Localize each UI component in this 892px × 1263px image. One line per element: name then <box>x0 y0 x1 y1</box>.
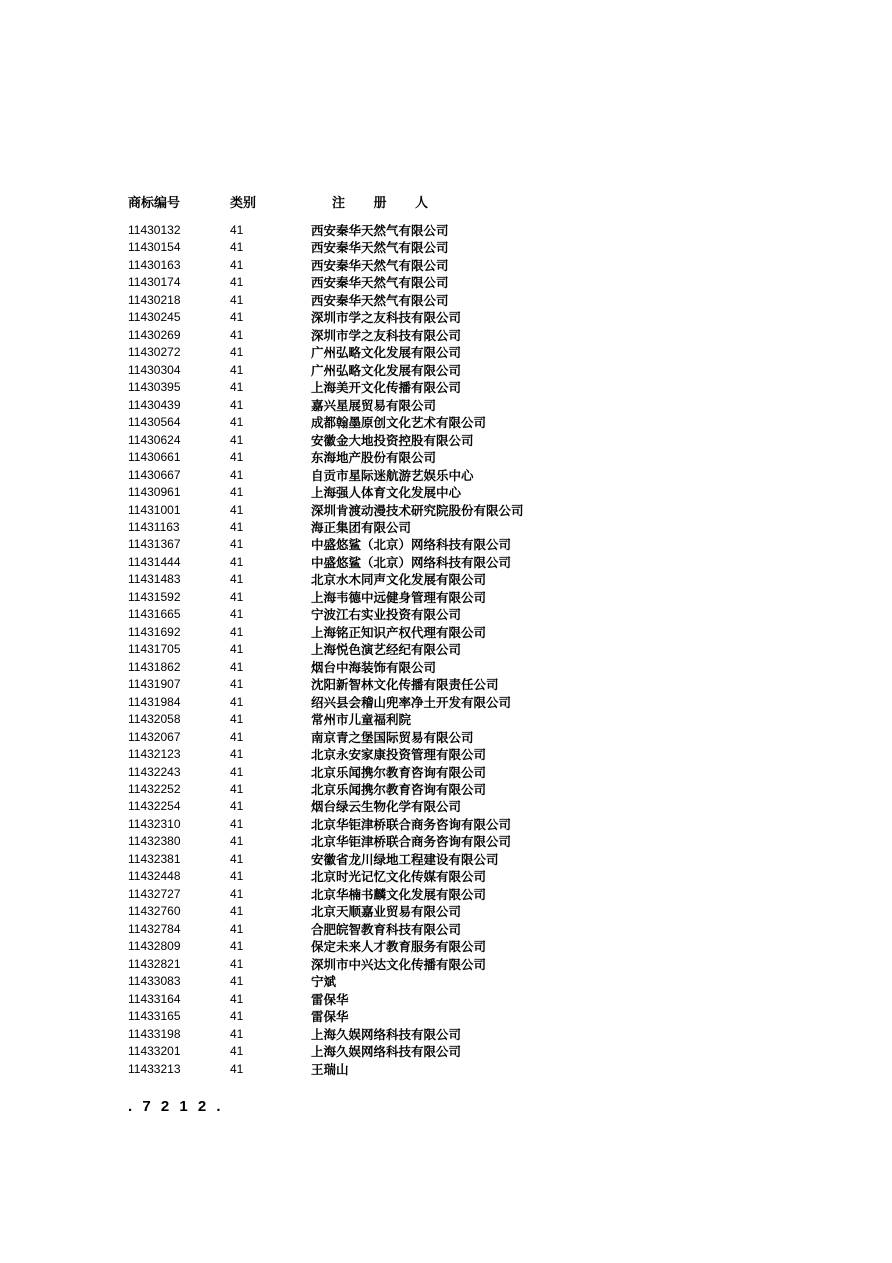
category-cell: 41 <box>230 485 244 500</box>
registrant-cell: 西安秦华天然气有限公司 <box>311 257 449 273</box>
trademark-number-cell: 11431001 <box>128 502 181 517</box>
registrant-cell: 宁斌 <box>311 974 337 990</box>
registrant-cell: 南京青之堡国际贸易有限公司 <box>311 729 474 745</box>
table-row <box>128 327 848 344</box>
table-row <box>128 606 848 623</box>
trademark-number-cell: 11431592 <box>128 589 181 604</box>
table-row <box>128 536 848 553</box>
category-cell: 41 <box>230 939 244 954</box>
trademark-number-cell: 11433198 <box>128 1026 181 1041</box>
registrant-cell: 深圳肯渡动漫技术研究院股份有限公司 <box>311 502 524 518</box>
trademark-number-cell: 11431665 <box>128 607 181 622</box>
registrant-cell: 安徽省龙川绿地工程建设有限公司 <box>311 851 499 867</box>
registrant-cell: 北京水木同声文化发展有限公司 <box>311 572 487 588</box>
category-cell: 41 <box>230 1044 244 1059</box>
table-row <box>128 746 848 763</box>
trademark-number-cell: 11430269 <box>128 327 181 342</box>
trademark-number-cell: 11430304 <box>128 362 181 377</box>
category-cell: 41 <box>230 240 244 255</box>
category-cell: 41 <box>230 537 244 552</box>
category-cell: 41 <box>230 380 244 395</box>
registrant-cell: 王瑞山 <box>311 1061 349 1077</box>
table-row <box>128 676 848 693</box>
table-row <box>128 833 848 850</box>
category-cell: 41 <box>230 1009 244 1024</box>
registrant-cell: 中盛悠鲨（北京）网络科技有限公司 <box>311 537 512 553</box>
registrant-cell: 安徽金大地投资控股有限公司 <box>311 432 474 448</box>
trademark-number-cell: 11430245 <box>128 310 181 325</box>
category-cell: 41 <box>230 729 244 744</box>
table-row <box>128 886 848 903</box>
registrant-cell: 北京天顺嘉业贸易有限公司 <box>311 904 462 920</box>
trademark-number-cell: 11430564 <box>128 415 181 430</box>
trademark-number-cell: 11432058 <box>128 712 181 727</box>
trademark-number-cell: 11431907 <box>128 677 181 692</box>
table-row <box>128 991 848 1008</box>
table-row <box>128 956 848 973</box>
trademark-number-cell: 11432821 <box>128 956 181 971</box>
registrant-cell: 中盛悠鲨（北京）网络科技有限公司 <box>311 554 512 570</box>
category-cell: 41 <box>230 834 244 849</box>
page-marker: . 7 2 1 2 . <box>128 1098 224 1115</box>
table-row <box>128 764 848 781</box>
registrant-cell: 广州弘略文化发展有限公司 <box>311 345 462 361</box>
registrant-cell: 北京华楠书麟文化发展有限公司 <box>311 886 487 902</box>
registrant-cell: 上海久娱网络科技有限公司 <box>311 1044 462 1060</box>
registrant-cell: 上海韦德中远健身管理有限公司 <box>311 589 487 605</box>
registrant-cell: 成都翰墨原创文化艺术有限公司 <box>311 415 487 431</box>
category-cell: 41 <box>230 851 244 866</box>
trademark-number-cell: 11432310 <box>128 816 181 831</box>
category-cell: 41 <box>230 816 244 831</box>
trademark-number-cell: 11433083 <box>128 974 181 989</box>
table-row <box>128 851 848 868</box>
table-row <box>128 816 848 833</box>
table-row <box>128 1008 848 1025</box>
table-row <box>128 781 848 798</box>
trademark-number-cell: 11430395 <box>128 380 181 395</box>
table-row <box>128 1061 848 1078</box>
trademark-number-cell: 11430667 <box>128 467 181 482</box>
registrant-cell: 雷保华 <box>311 991 349 1007</box>
category-cell: 41 <box>230 467 244 482</box>
category-cell: 41 <box>230 799 244 814</box>
table-row <box>128 903 848 920</box>
category-cell: 41 <box>230 624 244 639</box>
trademark-number-cell: 11430272 <box>128 345 181 360</box>
trademark-number-cell: 11431367 <box>128 537 181 552</box>
category-cell: 41 <box>230 904 244 919</box>
table-row <box>128 973 848 990</box>
category-cell: 41 <box>230 450 244 465</box>
trademark-number-cell: 11432809 <box>128 939 181 954</box>
category-cell: 41 <box>230 659 244 674</box>
registrant-cell: 上海强人体育文化发展中心 <box>311 485 462 501</box>
trademark-number-cell: 11433213 <box>128 1061 181 1076</box>
table-row <box>128 589 848 606</box>
table-row <box>128 729 848 746</box>
trademark-number-cell: 11432727 <box>128 886 181 901</box>
header-registrant: 注 册 人 <box>332 196 441 211</box>
trademark-number-cell: 11431444 <box>128 554 181 569</box>
trademark-number-cell: 11433164 <box>128 991 181 1006</box>
trademark-number-cell: 11430961 <box>128 485 181 500</box>
registrant-cell: 上海铭正知识产权代理有限公司 <box>311 624 487 640</box>
table-row <box>128 397 848 414</box>
header-category: 类别 <box>230 196 257 211</box>
registrant-cell: 深圳市中兴达文化传播有限公司 <box>311 956 487 972</box>
registrant-cell: 西安秦华天然气有限公司 <box>311 240 449 256</box>
table-row <box>128 624 848 641</box>
category-cell: 41 <box>230 275 244 290</box>
table-row <box>128 257 848 274</box>
trademark-number-cell: 11431862 <box>128 659 181 674</box>
category-cell: 41 <box>230 345 244 360</box>
trademark-number-cell: 11432448 <box>128 869 181 884</box>
trademark-number-cell: 11430661 <box>128 450 181 465</box>
table-row <box>128 449 848 466</box>
registrant-cell: 沈阳新智林文化传播有限责任公司 <box>311 677 499 693</box>
registrant-cell: 烟台中海装饰有限公司 <box>311 659 437 675</box>
category-cell: 41 <box>230 519 244 534</box>
table-row <box>128 868 848 885</box>
category-cell: 41 <box>230 764 244 779</box>
trademark-number-cell: 11431163 <box>128 519 180 534</box>
table-row <box>128 239 848 256</box>
trademark-number-cell: 11432760 <box>128 904 181 919</box>
category-cell: 41 <box>230 956 244 971</box>
registrant-cell: 上海美开文化传播有限公司 <box>311 380 462 396</box>
trademark-number-cell: 11431705 <box>128 642 181 657</box>
category-cell: 41 <box>230 502 244 517</box>
registrant-cell: 海正集团有限公司 <box>311 519 412 535</box>
category-cell: 41 <box>230 327 244 342</box>
category-cell: 41 <box>230 223 244 237</box>
registrant-cell: 北京乐闻携尔教育咨询有限公司 <box>311 782 487 797</box>
table-row <box>128 798 848 815</box>
registrant-cell: 雷保华 <box>311 1009 349 1025</box>
registrant-cell: 深圳市学之友科技有限公司 <box>311 327 462 343</box>
table-row <box>128 641 848 658</box>
registrant-cell: 西安秦华天然气有限公司 <box>311 292 449 308</box>
registrant-cell: 北京永安家康投资管理有限公司 <box>311 747 487 763</box>
table-row <box>128 484 848 501</box>
registrant-cell: 常州市儿童福利院 <box>311 712 412 728</box>
table-row <box>128 921 848 938</box>
category-cell: 41 <box>230 432 244 447</box>
trademark-number-cell: 11431692 <box>128 624 181 639</box>
table-row <box>128 309 848 326</box>
trademark-number-cell: 11430218 <box>128 292 181 307</box>
trademark-number-cell: 11430624 <box>128 432 181 447</box>
registrant-cell: 北京华钜津桥联合商务咨询有限公司 <box>311 834 512 850</box>
trademark-table <box>128 222 848 1078</box>
category-cell: 41 <box>230 694 244 709</box>
trademark-number-cell: 11432067 <box>128 729 181 744</box>
table-row <box>128 519 848 536</box>
category-cell: 41 <box>230 677 244 692</box>
category-cell: 41 <box>230 397 244 412</box>
table-row <box>128 659 848 676</box>
registrant-cell: 宁波江右实业投资有限公司 <box>311 607 462 623</box>
table-row <box>128 222 848 239</box>
category-cell: 41 <box>230 310 244 325</box>
trademark-number-cell: 11432381 <box>128 851 181 866</box>
trademark-number-cell: 11432254 <box>128 799 181 814</box>
registrant-cell: 上海悦色演艺经纪有限公司 <box>311 642 462 658</box>
table-row <box>128 362 848 379</box>
table-row <box>128 414 848 431</box>
category-cell: 41 <box>230 292 244 307</box>
trademark-number-cell: 11433165 <box>128 1009 181 1024</box>
registrant-cell: 合肥皖智教育科技有限公司 <box>311 921 462 937</box>
category-cell: 41 <box>230 869 244 884</box>
trademark-number-cell: 11430154 <box>128 240 181 255</box>
trademark-number-cell: 11430174 <box>128 275 181 290</box>
category-cell: 41 <box>230 607 244 622</box>
category-cell: 41 <box>230 712 244 727</box>
trademark-number-cell: 11431984 <box>128 694 181 709</box>
table-row <box>128 1026 848 1043</box>
trademark-number-cell: 11430439 <box>128 397 181 412</box>
table-row <box>128 344 848 361</box>
category-cell: 41 <box>230 991 244 1006</box>
trademark-number-cell: 11431483 <box>128 572 181 587</box>
table-row <box>128 694 848 711</box>
category-cell: 41 <box>230 782 244 796</box>
category-cell: 41 <box>230 572 244 587</box>
trademark-number-cell: 11432380 <box>128 834 181 849</box>
table-row <box>128 571 848 588</box>
header-trademark-number: 商标编号 <box>128 196 181 211</box>
registrant-cell: 保定未来人才教育服务有限公司 <box>311 939 487 955</box>
category-cell: 41 <box>230 589 244 604</box>
registrant-cell: 绍兴县会稽山兜率净土开发有限公司 <box>311 694 512 710</box>
category-cell: 41 <box>230 642 244 657</box>
registrant-cell: 广州弘略文化发展有限公司 <box>311 362 462 378</box>
trademark-number-cell: 11430132 <box>128 223 181 237</box>
registrant-cell: 北京时光记忆文化传媒有限公司 <box>311 869 487 885</box>
trademark-number-cell: 11432784 <box>128 921 181 936</box>
registrant-cell: 北京华钜津桥联合商务咨询有限公司 <box>311 816 512 832</box>
trademark-number-cell: 11432252 <box>128 782 181 796</box>
category-cell: 41 <box>230 974 244 989</box>
table-row <box>128 502 848 519</box>
registrant-cell: 东海地产股份有限公司 <box>311 450 437 466</box>
registrant-cell: 西安秦华天然气有限公司 <box>311 275 449 291</box>
registrant-cell: 西安秦华天然气有限公司 <box>311 223 449 238</box>
category-cell: 41 <box>230 886 244 901</box>
category-cell: 41 <box>230 257 244 272</box>
table-header <box>128 192 828 209</box>
registrant-cell: 深圳市学之友科技有限公司 <box>311 310 462 326</box>
trademark-number-cell: 11432123 <box>128 747 181 762</box>
table-row <box>128 554 848 571</box>
registrant-cell: 上海久娱网络科技有限公司 <box>311 1026 462 1042</box>
table-row <box>128 711 848 728</box>
trademark-number-cell: 11430163 <box>128 257 181 272</box>
category-cell: 41 <box>230 415 244 430</box>
table-row <box>128 292 848 309</box>
trademark-number-cell: 11432243 <box>128 764 181 779</box>
table-row <box>128 938 848 955</box>
registrant-cell: 嘉兴星展贸易有限公司 <box>311 397 437 413</box>
category-cell: 41 <box>230 921 244 936</box>
registrant-cell: 北京乐闻携尔教育咨询有限公司 <box>311 764 487 780</box>
category-cell: 41 <box>230 1061 244 1076</box>
table-row <box>128 274 848 291</box>
category-cell: 41 <box>230 362 244 377</box>
registrant-cell: 自贡市星际迷航游艺娱乐中心 <box>311 467 474 483</box>
category-cell: 41 <box>230 747 244 762</box>
registrant-cell: 烟台绿云生物化学有限公司 <box>311 799 462 815</box>
table-row <box>128 1043 848 1060</box>
table-row <box>128 432 848 449</box>
category-cell: 41 <box>230 1026 244 1041</box>
table-row <box>128 379 848 396</box>
table-row <box>128 467 848 484</box>
trademark-number-cell: 11433201 <box>128 1044 181 1059</box>
category-cell: 41 <box>230 554 244 569</box>
